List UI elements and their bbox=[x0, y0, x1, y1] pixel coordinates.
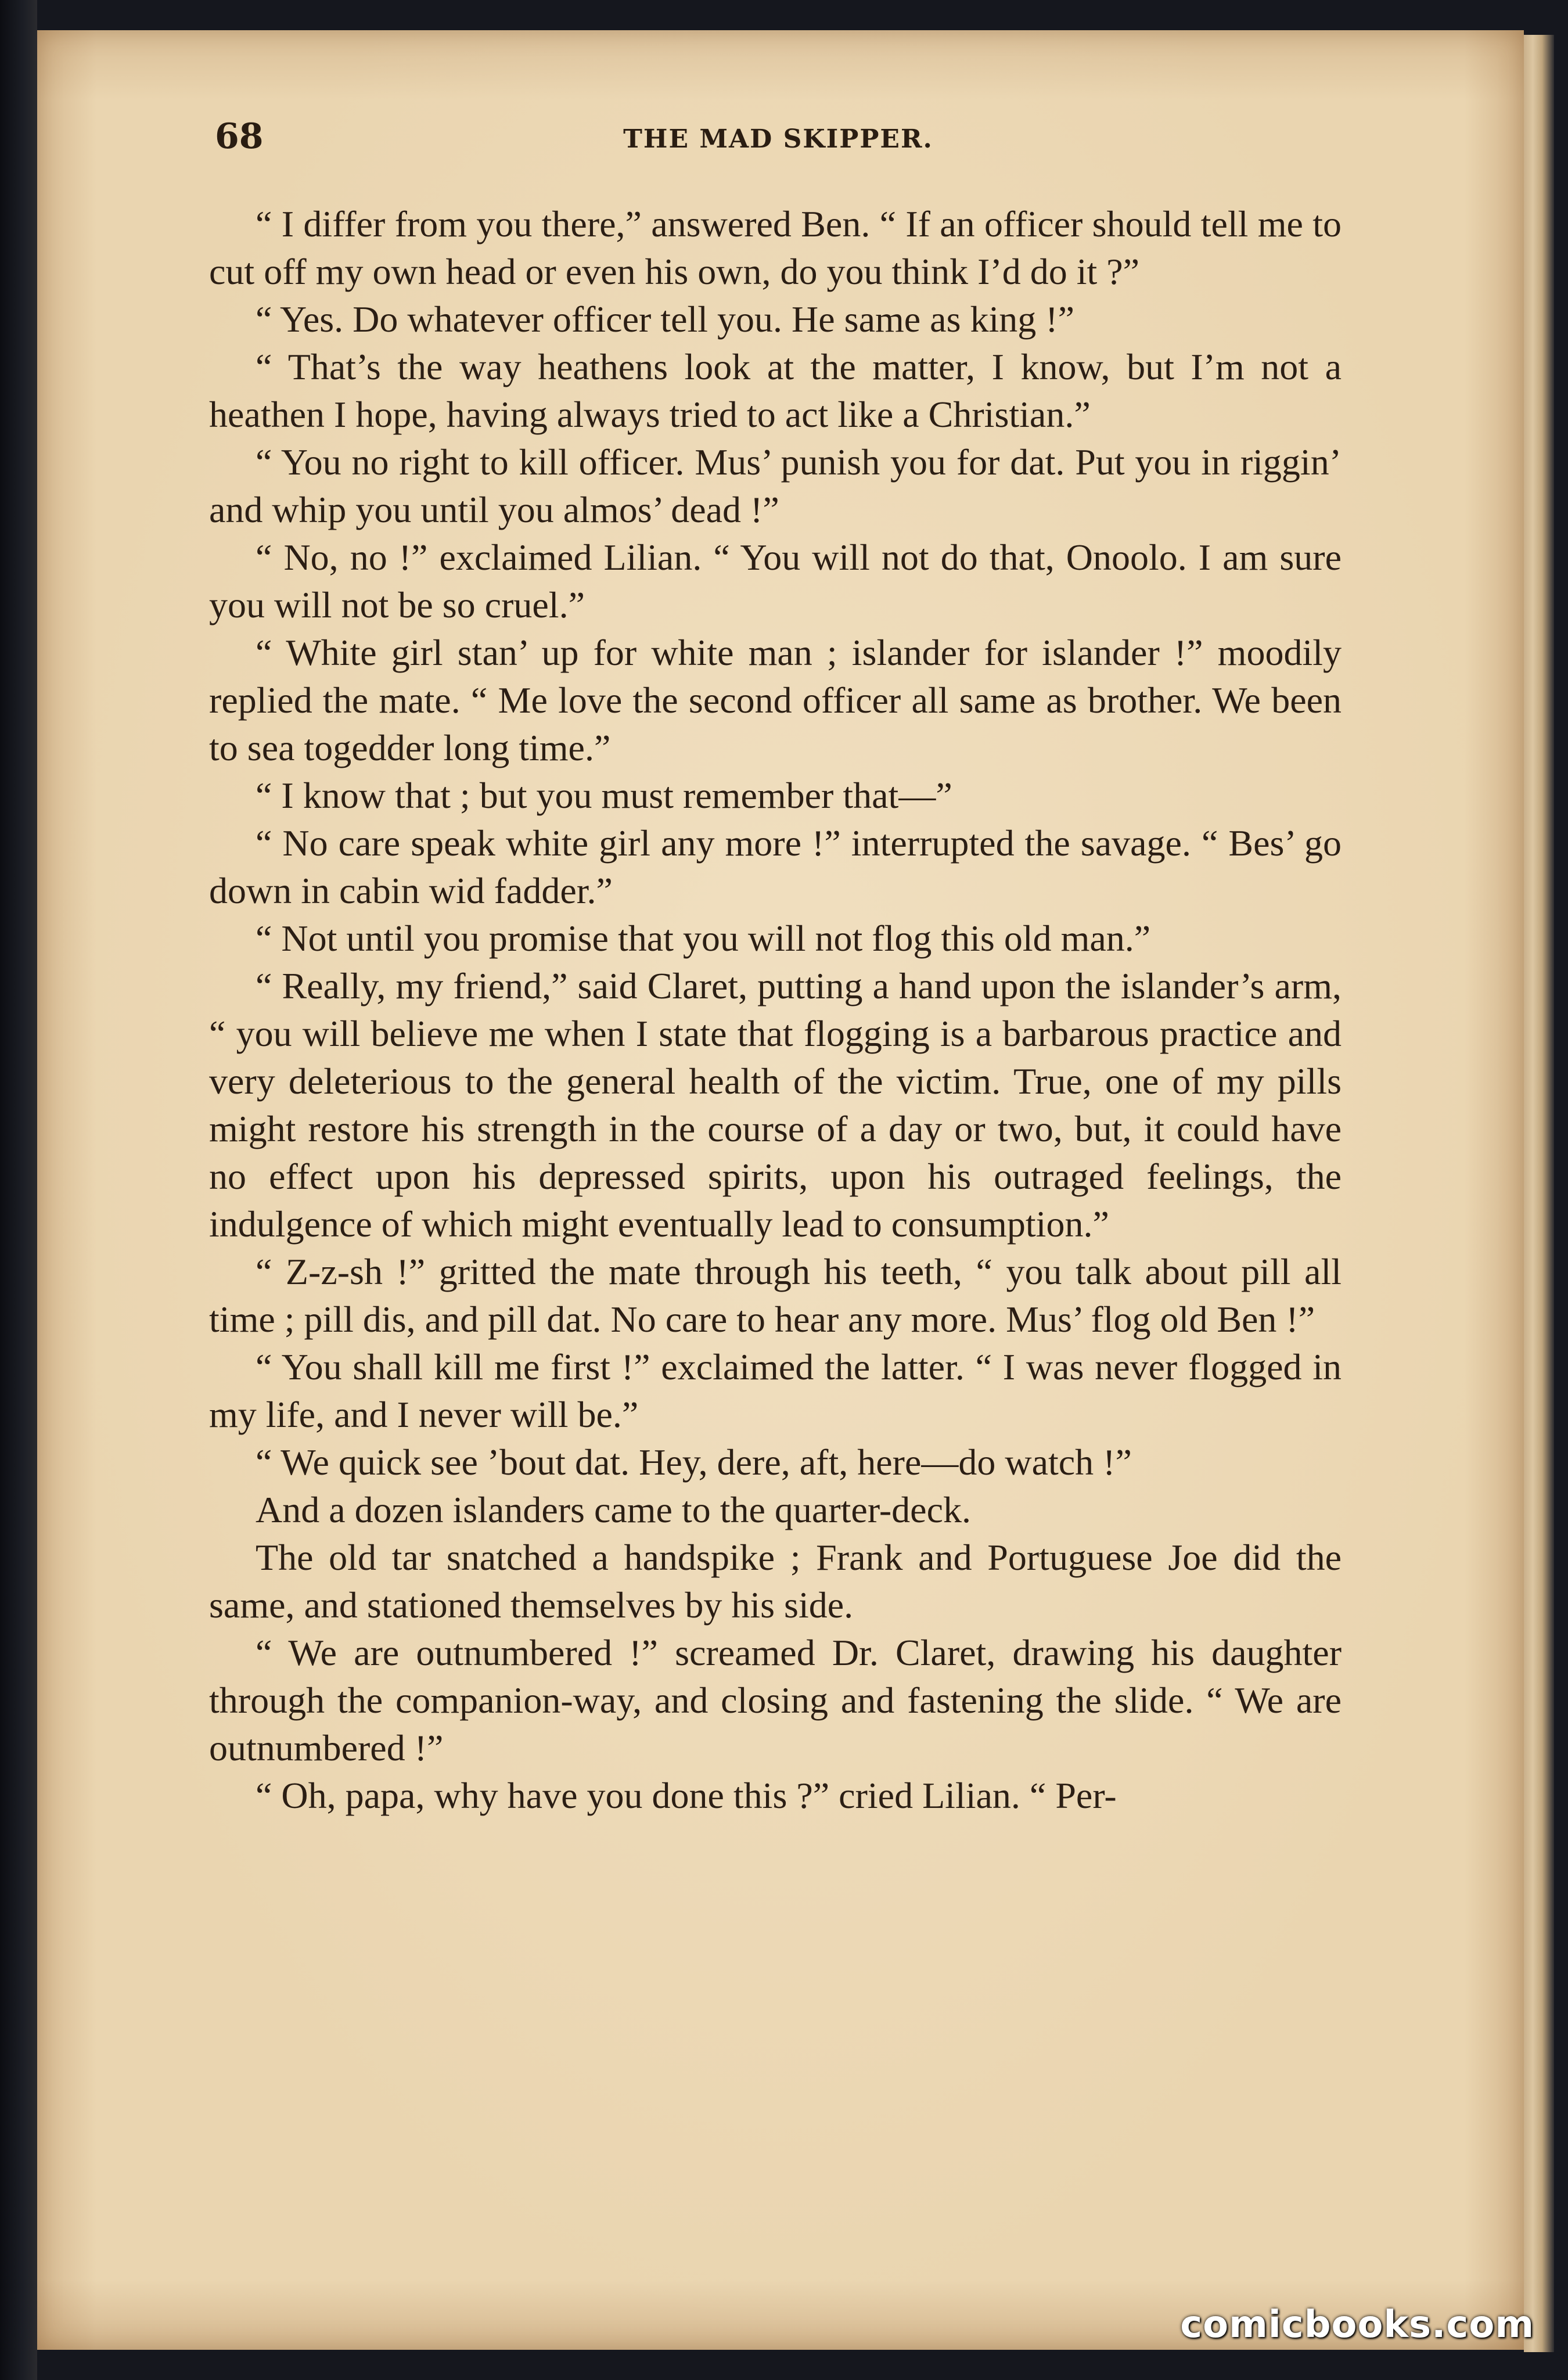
page-number: 68 bbox=[215, 116, 264, 157]
paragraph: “ Z-z-sh !” gritted the mate through his teeth, “ you talk about pill all time ; pill dis, and pill dat. No care to hear any more. Mus’ flog old Ben !” bbox=[209, 1251, 1342, 1340]
running-title: THE MAD SKIPPER. bbox=[623, 124, 933, 154]
paragraph: “ I differ from you there,” answered Ben. “ If an officer should tell me to cut off my own head or even his own, do you think I’d do it ?” bbox=[209, 203, 1342, 292]
paragraph: “ Not until you promise that you will not flog this old man.” bbox=[256, 918, 1151, 959]
watermark: comicbooks.com bbox=[1180, 2303, 1534, 2346]
paragraph: “ White girl stan’ up for white man ; islander for islander !” moodily replied the mate. “ Me love the second officer all same as brother. We been to sea togedder long time.” bbox=[209, 632, 1342, 768]
paragraph: “ No, no !” exclaimed Lilian. “ You will not do that, Onoolo. I am sure you will not be so cruel.” bbox=[209, 537, 1342, 625]
paragraph: “ You shall kill me first !” exclaimed the latter. “ I was never flogged in my life, and I never will be.” bbox=[209, 1346, 1342, 1435]
paragraph: “ We quick see ’bout dat. Hey, dere, aft, here—do watch !” bbox=[256, 1441, 1132, 1483]
paragraph: The old tar snatched a handspike ; Frank and Portuguese Joe did the same, and stationed themselves by his side. bbox=[209, 1537, 1342, 1626]
paragraph: “ No care speak white girl any more !” interrupted the savage. “ Bes’ go down in cabin wid fadder.” bbox=[209, 822, 1342, 911]
paragraph: And a dozen islanders came to the quarter-deck. bbox=[256, 1489, 971, 1530]
paragraph: “ Yes. Do whatever officer tell you. He same as king !” bbox=[256, 299, 1074, 340]
paragraph: “ That’s the way heathens look at the matter, I know, but I’m not a heathen I hope, having always tried to act like a Christian.” bbox=[209, 346, 1342, 435]
paragraph: “ We are outnumbered !” screamed Dr. Claret, drawing his daughter through the companion-way, and closing and fastening the slide. “ We are outnumbered !” bbox=[209, 1632, 1342, 1768]
page-edge bbox=[1524, 35, 1554, 2352]
paragraph: “ Oh, papa, why have you done this ?” cried Lilian. “ Per- bbox=[256, 1775, 1117, 1816]
paragraph: “ Really, my friend,” said Claret, putting a hand upon the islander’s arm, “ you will believe me when I state that flogging is a barbarous practice and very deleterious to the general health of the victim. True, one of my pills might restore his strength in the course of a day or two, but, it could have no effect upon his depressed spirits, upon his outraged feelings, the indulgence of which might eventually lead to consumption.” bbox=[209, 965, 1342, 1245]
paragraph: “ I know that ; but you must remember that—” bbox=[256, 775, 952, 816]
book-spine bbox=[0, 0, 37, 2380]
body-text bbox=[209, 200, 1342, 1820]
paragraph: “ You no right to kill officer. Mus’ punish you for dat. Put you in riggin’ and whip you until you almos’ dead !” bbox=[209, 441, 1342, 530]
page-header bbox=[215, 116, 1342, 163]
